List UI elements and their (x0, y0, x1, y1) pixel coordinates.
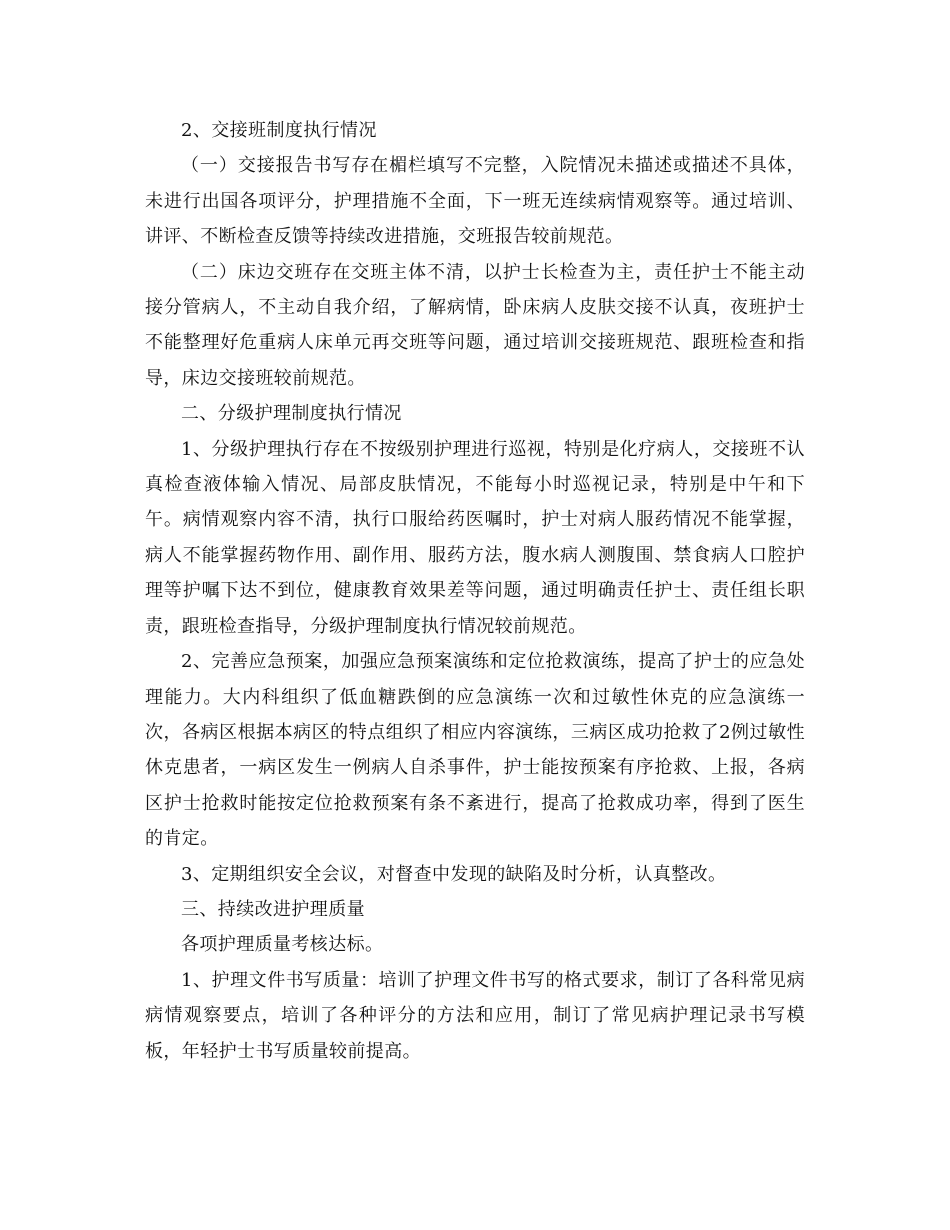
paragraph-bedside-handover: （二）床边交班存在交班主体不清，以护士长检查为主，责任护士不能主动接分管病人，不主动自我介绍，了解病情，卧床病人皮肤交接不认真，夜班护士不能整理好危重病人床单元再交班等问题，通过培训交接班规范、跟班检查和指导，床边交接班较前规范。 (145, 261, 805, 389)
paragraph-emergency-plan: 2、完善应急预案，加强应急预案演练和定位抢救演练，提高了护士的应急处理能力。大内科组织了低血糖跌倒的应急演练一次和过敏性休克的应急演练一次，各病区根据本病区的特点组织了相应内容演练，三病区成功抢救了2例过敏性休克患者，一病区发生一例病人自杀事件，护士能按预案有序抢救、上报，各病区护士抢救时能按定位抢救预案有条不紊进行，提高了抢救成功率，得到了医生的肯定。 (145, 651, 805, 850)
section-heading-handover-execution: 2、交接班制度执行情况 (181, 120, 377, 141)
paragraph-nursing-documents: 1、护理文件书写质量：培训了护理文件书写的格式要求，制订了各科常见病病情观察要点，培训了各种评分的方法和应用，制订了常见病护理记录书写模板，年轻护士书写质量较前提高。 (145, 969, 805, 1062)
paragraph-quality-standards: 各项护理质量考核达标。 (181, 934, 384, 956)
paragraph-handover-report: （一）交接报告书写存在楣栏填写不完整，入院情况未描述或描述不具体，未进行出国各项评分，护理措施不全面，下一班无连续病情观察等。通过培训、讲评、不断检查反馈等持续改进措施，交班报告较前规范。 (145, 155, 805, 248)
paragraph-graded-nursing-execution: 1、分级护理执行存在不按级别护理进行巡视，特别是化疗病人，交接班不认真检查液体输入情况、局部皮肤情况，不能每小时巡视记录，特别是中午和下午。病情观察内容不清，执行口服给药医嘱时，护士对病人服药情况不能掌握，病人不能掌握药物作用、副作用、服药方法，腹水病人测腹围、禁食病人口腔护理等护嘱下达不到位，健康教育效果差等问题，通过明确责任护士、责任组长职责，跟班检查指导，分级护理制度执行情况较前规范。 (145, 438, 805, 637)
section-heading-quality-improvement: 三、持续改进护理质量 (181, 898, 365, 920)
paragraph-safety-meeting: 3、定期组织安全会议，对督查中发现的缺陷及时分析，认真整改。 (181, 863, 727, 885)
section-heading-graded-nursing: 二、分级护理制度执行情况 (181, 403, 402, 425)
